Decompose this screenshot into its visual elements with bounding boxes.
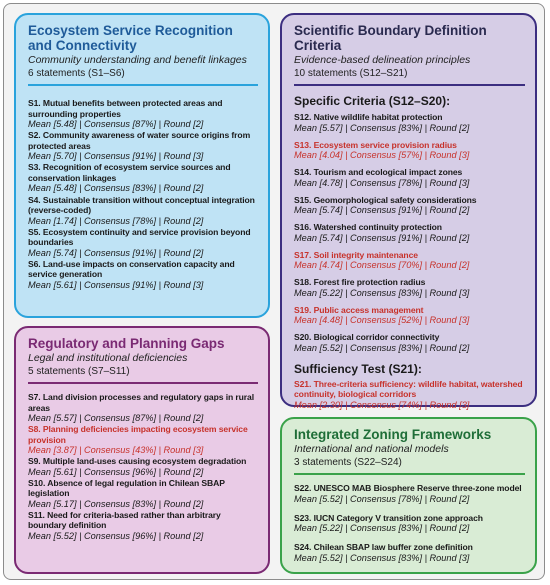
statement-item [28, 478, 258, 510]
statement-stats: Mean [1.74] | Consensus [78%] | Round [2] [28, 215, 204, 226]
statement-stats: Mean [5.52] | Consensus [83%] | Round [2] [294, 342, 470, 353]
zoning-statement-list [294, 483, 525, 564]
sufficiency-test-heading: Sufficiency Test (S21): [294, 361, 422, 376]
regulatory-subtitle: Legal and institutional deficiencies [28, 352, 188, 364]
statement-item [28, 162, 258, 194]
statement-stats: Mean [4.48] | Consensus [52%] | Round [3] [294, 315, 470, 325]
specific-criteria-list [294, 112, 525, 354]
statement-text: S3. Recognition of ecosystem service sources and conservation linkages [28, 162, 231, 183]
statement-text: S11. Need for criteria-based rather than arbitrary boundary definition [28, 509, 221, 530]
statement-text: S16. Watershed continuity protection [294, 222, 442, 232]
statement-item [28, 130, 258, 162]
scientific-count: 10 statements (S12–S21) [294, 68, 408, 79]
statement-item [294, 222, 525, 244]
regulatory-panel [14, 326, 270, 574]
specific-criteria-heading: Specific Criteria (S12–S20): [294, 94, 451, 108]
statement-item [28, 456, 258, 478]
statement-item [28, 98, 258, 130]
statement-stats: Mean [4.74] | Consensus [70%] | Round [2] [294, 260, 470, 270]
ecosystem-title: Ecosystem Service Recognition and Connectivity [28, 23, 233, 53]
statement-text: S10. Absence of legal regulation in Chilean SBAP legislation [28, 477, 225, 498]
statement-item [294, 483, 525, 505]
statement-text: S1. Mutual benefits between protected areas and surrounding properties [28, 98, 223, 119]
statement-text: S17. Soil integrity maintenance [294, 249, 418, 260]
statement-text: S15. Geomorphological safety considerations [294, 194, 477, 205]
statement-stats: Mean [5.52] | Consensus [78%] | Round [2] [294, 493, 470, 504]
statement-item [294, 140, 525, 162]
statement-text: S5. Ecosystem continuity and service provision beyond boundaries [28, 226, 251, 248]
statement-item [28, 259, 258, 291]
regulatory-title: Regulatory and Planning Gaps [28, 336, 225, 351]
statement-text: S7. Land division processes and regulatory gaps in rural areas [28, 392, 255, 413]
statement-text: S6. Land-use impacts on conservation capacity and service generation [28, 258, 235, 280]
statement-stats: Mean [5.22] | Consensus [83%] | Round [2] [294, 523, 470, 533]
statement-item [28, 227, 258, 259]
statement-text: S9. Multiple land-uses causing ecosystem degradation [28, 456, 247, 466]
regulatory-divider [28, 382, 258, 384]
statement-item [28, 195, 258, 227]
ecosystem-divider [28, 84, 258, 86]
statement-stats: Mean [4.78] | Consensus [78%] | Round [3] [294, 177, 470, 188]
statement-text: S2. Community awareness of water source origins from protected areas [28, 130, 251, 151]
zoning-count: 3 statements (S22–S24) [294, 457, 402, 468]
statement-text: S19. Public access management [294, 304, 424, 315]
statement-item [294, 305, 525, 327]
statement-stats: Mean [5.74] | Consensus [91%] | Round [2] [294, 205, 470, 215]
scientific-subtitle: Evidence-based delineation principles [294, 54, 471, 66]
statement-text: S24. Chilean SBAP law buffer zone definition [294, 542, 473, 552]
statement-text: S13. Ecosystem service provision radius [294, 139, 457, 150]
statement-stats: Mean [5.61] | Consensus [91%] | Round [3] [28, 279, 204, 290]
statement-item [294, 112, 525, 134]
zoning-title: Integrated Zoning Frameworks [294, 427, 492, 442]
statement-text: S21. Three-criteria sufficiency: wildlife habitat, watershed continuity, biological corridors [294, 378, 523, 399]
statement-item [294, 332, 525, 354]
zoning-subtitle: International and national models [294, 443, 449, 455]
statement-text: S18. Forest fire protection radius [294, 277, 426, 287]
statement-stats: Mean [5.70] | Consensus [91%] | Round [3] [28, 151, 204, 162]
statement-stats: Mean [5.52] | Consensus [96%] | Round [2] [28, 530, 204, 541]
statement-stats: Mean [5.22] | Consensus [83%] | Round [3] [294, 287, 470, 298]
statement-stats: Mean [5.17] | Consensus [83%] | Round [2] [28, 498, 204, 509]
ecosystem-panel [14, 13, 270, 318]
statement-item [294, 542, 525, 564]
statement-stats: Mean [5.48] | Consensus [87%] | Round [2] [28, 119, 204, 129]
statement-stats: Mean [2.30] | Consensus [74%] | Round [3] [294, 399, 470, 410]
statement-item-s21 [294, 379, 525, 411]
statement-stats: Mean [5.48] | Consensus [83%] | Round [2] [28, 183, 204, 194]
statement-stats: Mean [5.57] | Consensus [83%] | Round [2] [294, 122, 470, 133]
statement-text: S12. Native wildlife habitat protection [294, 112, 443, 122]
statement-text: S23. IUCN Category V transition zone approach [294, 512, 483, 523]
statement-item [28, 392, 258, 424]
ecosystem-statement-list [28, 98, 258, 291]
statement-stats: Mean [4.04] | Consensus [57%] | Round [3] [294, 150, 470, 160]
regulatory-count: 5 statements (S7–S11) [28, 366, 130, 377]
statement-item [294, 250, 525, 272]
statement-stats: Mean [5.57] | Consensus [87%] | Round [2] [28, 413, 204, 423]
statement-stats: Mean [5.74] | Consensus [91%] | Round [2] [28, 247, 204, 258]
statement-item [28, 510, 258, 542]
statement-text: S20. Biological corridor connectivity [294, 332, 440, 342]
statement-text: S14. Tourism and ecological impact zones [294, 167, 463, 177]
statement-text: S4. Sustainable transition without conceptual integration (reverse-coded) [28, 194, 255, 216]
zoning-panel [280, 417, 537, 574]
statement-stats: Mean [3.87] | Consensus [43%] | Round [3] [28, 445, 204, 455]
scientific-title: Scientific Boundary Definition Criteria [294, 23, 487, 53]
statement-text: S22. UNESCO MAB Biosphere Reserve three-zone model [294, 483, 522, 493]
statement-item [294, 277, 525, 299]
regulatory-statement-list [28, 392, 258, 541]
statement-stats: Mean [5.52] | Consensus [83%] | Round [3] [294, 552, 470, 563]
statement-stats: Mean [5.61] | Consensus [96%] | Round [2] [28, 466, 204, 477]
statement-item [28, 424, 258, 456]
ecosystem-subtitle: Community understanding and benefit linkages [28, 54, 247, 66]
ecosystem-count: 6 statements (S1–S6) [28, 68, 125, 79]
statement-stats: Mean [5.74] | Consensus [91%] | Round [2] [294, 232, 470, 243]
statement-text: S8. Planning deficiencies impacting ecosystem service provision [28, 424, 248, 445]
statement-item [294, 513, 525, 535]
statement-item [294, 167, 525, 189]
statement-item [294, 195, 525, 217]
scientific-panel [280, 13, 537, 410]
zoning-divider [294, 473, 525, 475]
scientific-divider [294, 84, 525, 86]
